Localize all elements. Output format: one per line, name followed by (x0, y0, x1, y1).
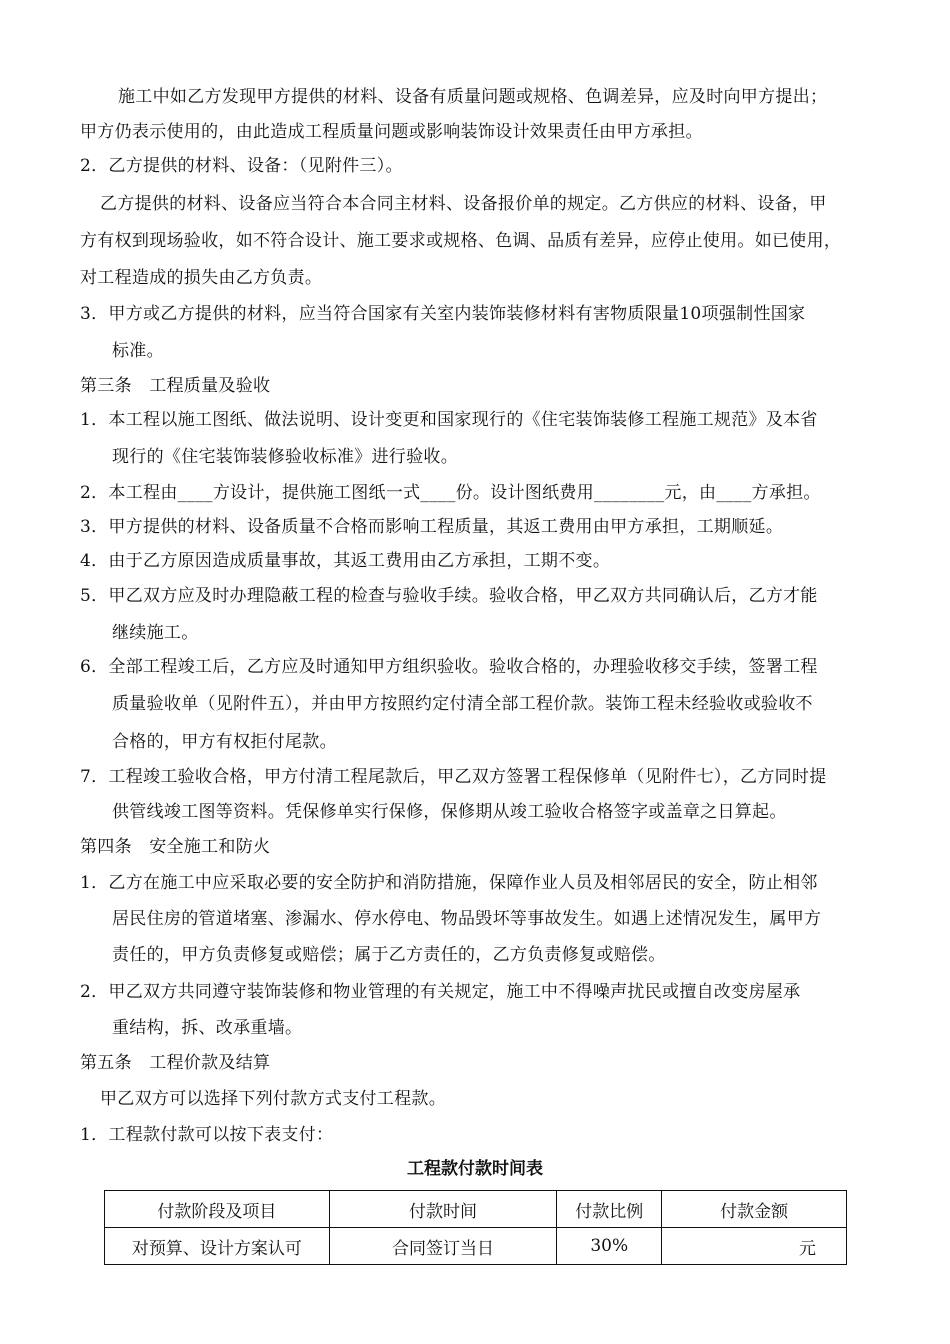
text-line: 对工程造成的损失由乙方负责。 (80, 268, 323, 288)
text-line: 现行的《住宅装饰装修验收标准》进行验收。 (112, 447, 458, 467)
cell-time: 合同签订当日 (329, 1228, 557, 1265)
header-stage: 付款阶段及项目 (105, 1191, 330, 1228)
text-line: 6．全部工程竣工后，乙方应及时通知甲方组织验收。验收合格的，办理验收移交手续，签署工程 (80, 657, 818, 677)
text-line: 4．由于乙方原因造成质量事故，其返工费用由乙方承担，工期不变。 (80, 551, 611, 571)
header-ratio: 付款比例 (557, 1191, 662, 1228)
text-line: 质量验收单（见附件五），并由甲方按照约定付清全部工程价款。装饰工程未经验收或验收不 (112, 694, 813, 714)
header-amount: 付款金额 (662, 1191, 847, 1228)
text-line: 7．工程竣工验收合格，甲方付清工程尾款后，甲乙双方签署工程保修单（见附件七），乙方同时提 (80, 767, 827, 787)
payment-schedule-table (104, 1190, 847, 1265)
text-line: 居民住房的管道堵塞、渗漏水、停水停电、物品毁坏等事故发生。如遇上述情况发生，属甲方 (112, 909, 822, 929)
text-line: 甲乙双方可以选择下列付款方式支付工程款。 (100, 1089, 446, 1109)
table-title: 工程款付款时间表 (407, 1159, 543, 1179)
cell-amount: 元 (662, 1228, 847, 1265)
text-line: 第五条 工程价款及结算 (80, 1053, 271, 1073)
text-line: 方有权到现场验收，如不符合设计、施工要求或规格、色调、品质有差异，应停止使用。如已使用， (80, 231, 842, 251)
text-line: 3．甲方提供的材料、设备质量不合格而影响工程质量，其返工费用由甲方承担，工期顺延。 (80, 517, 784, 537)
text-line: 2．本工程由____方设计，提供施工图纸一式____份。设计图纸费用________元，由____方承担。 (80, 483, 821, 503)
text-line: 2．乙方提供的材料、设备：（见附件三）。 (80, 156, 403, 176)
text-line: 1．工程款付款可以按下表支付： (80, 1125, 334, 1145)
text-line: 1．本工程以施工图纸、做法说明、设计变更和国家现行的《住宅装饰装修工程施工规范》及本省 (80, 410, 818, 430)
text-line: 重结构，拆、改承重墙。 (112, 1018, 303, 1038)
text-line: 继续施工。 (112, 623, 199, 643)
text-line: 1．乙方在施工中应采取必要的安全防护和消防措施，保障作业人员及相邻居民的安全，防止相邻 (80, 873, 818, 893)
text-line: 3．甲方或乙方提供的材料，应当符合国家有关室内装饰装修材料有害物质限量10项强制性国家 (80, 304, 806, 324)
text-line: 5．甲乙双方应及时办理隐蔽工程的检查与验收手续。验收合格，甲乙双方共同确认后，乙方才能 (80, 586, 818, 606)
text-line: 责任的，甲方负责修复或赔偿；属于乙方责任的，乙方负责修复或赔偿。 (112, 945, 666, 965)
text-line: 第三条 工程质量及验收 (80, 376, 271, 396)
text-line: 第四条 安全施工和防火 (80, 837, 271, 857)
table-row (105, 1228, 847, 1265)
cell-stage: 对预算、设计方案认可 (105, 1228, 330, 1265)
text-line: 甲方仍表示使用的，由此造成工程质量问题或影响装饰设计效果责任由甲方承担。 (80, 122, 703, 142)
text-line: 乙方提供的材料、设备应当符合本合同主材料、设备报价单的规定。乙方供应的材料、设备，甲 (100, 194, 827, 214)
table-header-row (105, 1191, 847, 1228)
cell-ratio: 30% (557, 1228, 662, 1265)
text-line: 施工中如乙方发现甲方提供的材料、设备有质量问题或规格、色调差异，应及时向甲方提出； (118, 87, 828, 107)
header-time: 付款时间 (329, 1191, 557, 1228)
text-line: 标准。 (112, 341, 164, 361)
text-line: 2．甲乙双方共同遵守装饰装修和物业管理的有关规定，施工中不得噪声扰民或擅自改变房屋承 (80, 982, 801, 1002)
text-line: 供管线竣工图等资料。凭保修单实行保修，保修期从竣工验收合格签字或盖章之日算起。 (112, 802, 787, 822)
text-line: 合格的，甲方有权拒付尾款。 (112, 732, 337, 752)
